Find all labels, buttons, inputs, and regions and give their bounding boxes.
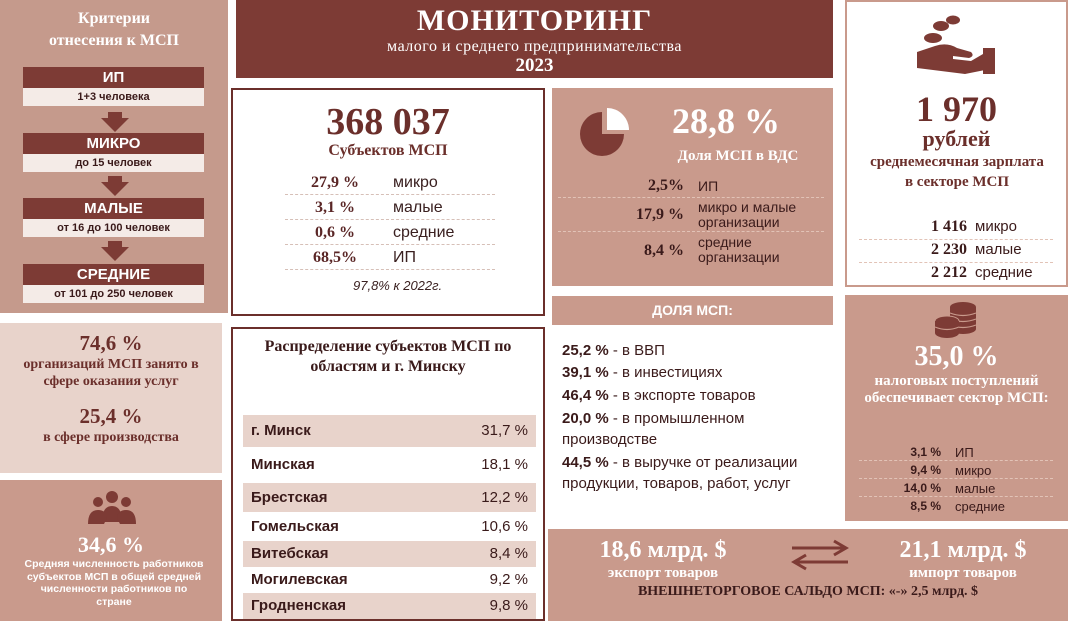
criteria-ip-name: ИП (23, 67, 204, 88)
page-year: 2023 (515, 55, 554, 76)
criteria-small-range: от 16 до 100 человек (23, 219, 204, 237)
regions-panel (231, 327, 545, 621)
criteria-ip (23, 67, 204, 106)
salary-unit: рублей (922, 126, 991, 151)
vds-row (558, 199, 824, 232)
criteria-medium-range: от 101 до 250 человек (23, 285, 204, 303)
salary-row-value: 2 230 (931, 241, 967, 258)
region-value: 9,2 % (489, 571, 528, 588)
criteria-medium-name: СРЕДНИЕ (23, 264, 204, 285)
region-row (243, 567, 536, 593)
export-label: экспорт товаров (607, 565, 719, 581)
region-row (243, 513, 536, 541)
workers-value: 34,6 % (78, 532, 144, 557)
region-row (243, 541, 536, 567)
subjects-row-value: 27,9 % (311, 174, 359, 191)
services-value: 74,6 % (79, 331, 143, 355)
tax-row-value: 3,1 % (910, 445, 941, 459)
tax-row (859, 499, 1053, 515)
subjects-row-label: микро (393, 174, 438, 191)
region-value: 10,6 % (481, 518, 528, 535)
production-value: 25,4 % (79, 404, 143, 428)
subjects-row (285, 172, 495, 195)
people-group-icon (86, 488, 138, 528)
tax-row-label: ИП (955, 445, 974, 460)
page-header (236, 0, 833, 78)
share-text: - в экспорте товаров (608, 387, 756, 404)
region-value: 31,7 % (481, 422, 528, 439)
subjects-row-label: ИП (393, 249, 416, 266)
share-value: 20,0 % (562, 410, 609, 427)
criteria-small-name: МАЛЫЕ (23, 198, 204, 219)
page-title: МОНИТОРИНГ (416, 4, 653, 37)
exchange-arrows-icon (788, 539, 852, 571)
share-value: 39,1 % (562, 364, 609, 381)
vds-row-value: 8,4 % (644, 242, 684, 259)
share-text: - в инвестициях (608, 364, 723, 381)
page-subtitle: малого и среднего предпринимательства (387, 38, 682, 55)
region-value: 12,2 % (481, 489, 528, 506)
subjects-row-label: средние (393, 224, 455, 241)
salary-row-label: микро (975, 218, 1017, 235)
region-name: г. Минск (251, 422, 311, 439)
subjects-note: 97,8% к 2022г. (353, 278, 443, 293)
criteria-medium (23, 264, 204, 303)
workers-label: Средняя численность работников субъектов МСП в общей средней численности работников по стране (24, 558, 204, 608)
salary-row-label: средние (975, 264, 1033, 281)
region-value: 18,1 % (481, 456, 528, 473)
share-line (562, 362, 832, 383)
salary-label: среднемесячная зарплата в секторе МСП (870, 154, 1044, 190)
salary-row (859, 218, 1053, 240)
salary-row (859, 241, 1053, 263)
tax-label: налоговых поступлений обеспечивает сектор МСП: (864, 373, 1049, 406)
export-value: 18,6 млрд. $ (599, 537, 727, 563)
subjects-row-value: 3,1 % (315, 199, 355, 216)
tax-panel (845, 295, 1068, 521)
salary-row-value: 2 212 (931, 264, 967, 281)
tax-value: 35,0 % (914, 341, 999, 372)
salary-value: 1 970 (916, 89, 997, 129)
subjects-row (285, 247, 495, 270)
tax-row-value: 8,5 % (910, 499, 941, 513)
coin-stack-icon (931, 301, 981, 341)
share-panel (552, 332, 833, 524)
pie-chart-icon (572, 106, 638, 156)
region-value: 8,4 % (489, 545, 528, 562)
subjects-row (285, 222, 495, 245)
salary-row-label: малые (975, 241, 1022, 258)
share-line (562, 340, 832, 361)
criteria-small (23, 198, 204, 237)
tax-row-value: 14,0 % (903, 481, 941, 495)
trade-panel (548, 529, 1068, 621)
region-value: 9,8 % (489, 597, 528, 614)
import-label: импорт товаров (909, 565, 1017, 581)
workers-panel (0, 480, 222, 621)
regions-title: Распределение субъектов МСП по областям и г. Минску (264, 338, 512, 375)
services-label: организаций МСП занято в сфере оказания услуг (23, 357, 199, 389)
services-panel (0, 323, 222, 473)
vds-row (558, 234, 824, 268)
tax-row-label: малые (955, 481, 996, 496)
vds-panel (552, 88, 833, 286)
vds-row-label: микро и малые организации (698, 199, 797, 230)
subjects-count: 368 037 (326, 101, 450, 143)
region-row (243, 593, 536, 619)
trade-balance: ВНЕШНЕТОРГОВОЕ САЛЬДО МСП: «-» 2,5 млрд. $ (637, 584, 979, 599)
criteria-micro-name: МИКРО (23, 133, 204, 154)
hand-coins-icon (913, 12, 999, 76)
tax-row-label: средние (955, 499, 1005, 514)
share-text: - в ВВП (608, 342, 665, 359)
salary-row-value: 1 416 (931, 218, 967, 235)
share-value: 44,5 % (562, 454, 609, 471)
vds-row-label: ИП (698, 178, 719, 194)
region-name: Минская (251, 456, 315, 473)
subjects-label: Субъектов МСП (328, 142, 448, 159)
production-label: в сфере производства (43, 430, 179, 445)
vds-row (558, 176, 824, 198)
criteria-ip-range: 1+3 человека (23, 88, 204, 106)
import-value: 21,1 млрд. $ (899, 537, 1027, 563)
tax-row (859, 445, 1053, 461)
subjects-row-label: малые (393, 199, 443, 216)
vds-row-label: средние организации (698, 234, 780, 265)
region-name: Брестская (251, 489, 328, 506)
subjects-panel (231, 88, 545, 316)
share-line (562, 408, 832, 450)
subjects-row (285, 197, 495, 220)
region-name: Гомельская (251, 518, 339, 535)
share-line (562, 385, 832, 406)
share-title: ДОЛЯ МСП: (552, 296, 833, 325)
share-value: 46,4 % (562, 387, 609, 404)
vds-label: Доля МСП в ВДС (677, 148, 799, 164)
tax-row-label: микро (955, 463, 992, 478)
arrow-down-icon (101, 247, 129, 261)
tax-row (859, 481, 1053, 497)
share-line (562, 452, 832, 494)
arrow-down-icon (101, 118, 129, 132)
arrow-down-icon (101, 182, 129, 196)
salary-panel (845, 0, 1068, 287)
tax-row (859, 463, 1053, 479)
vds-row-value: 17,9 % (636, 206, 684, 223)
region-row (243, 415, 536, 447)
subjects-row-value: 68,5% (313, 249, 357, 266)
share-text: - в выручке от реализации продукции, товаров, работ, услуг (562, 454, 798, 492)
tax-row-value: 9,4 % (910, 463, 941, 477)
vds-value: 28,8 % (672, 101, 780, 141)
region-name: Могилевская (251, 571, 348, 588)
subjects-row-value: 0,6 % (315, 224, 355, 241)
criteria-title: Критерии отнесения к МСП (49, 10, 179, 49)
share-value: 25,2 % (562, 342, 609, 359)
region-row (243, 449, 536, 481)
share-text: - в промышленном производстве (562, 410, 745, 448)
region-name: Гродненская (251, 597, 346, 614)
region-row (243, 483, 536, 512)
salary-row (859, 264, 1053, 286)
vds-row-value: 2,5% (648, 177, 684, 194)
region-name: Витебская (251, 545, 329, 562)
criteria-panel (0, 0, 228, 313)
criteria-micro-range: до 15 человек (23, 154, 204, 172)
criteria-micro (23, 133, 204, 172)
